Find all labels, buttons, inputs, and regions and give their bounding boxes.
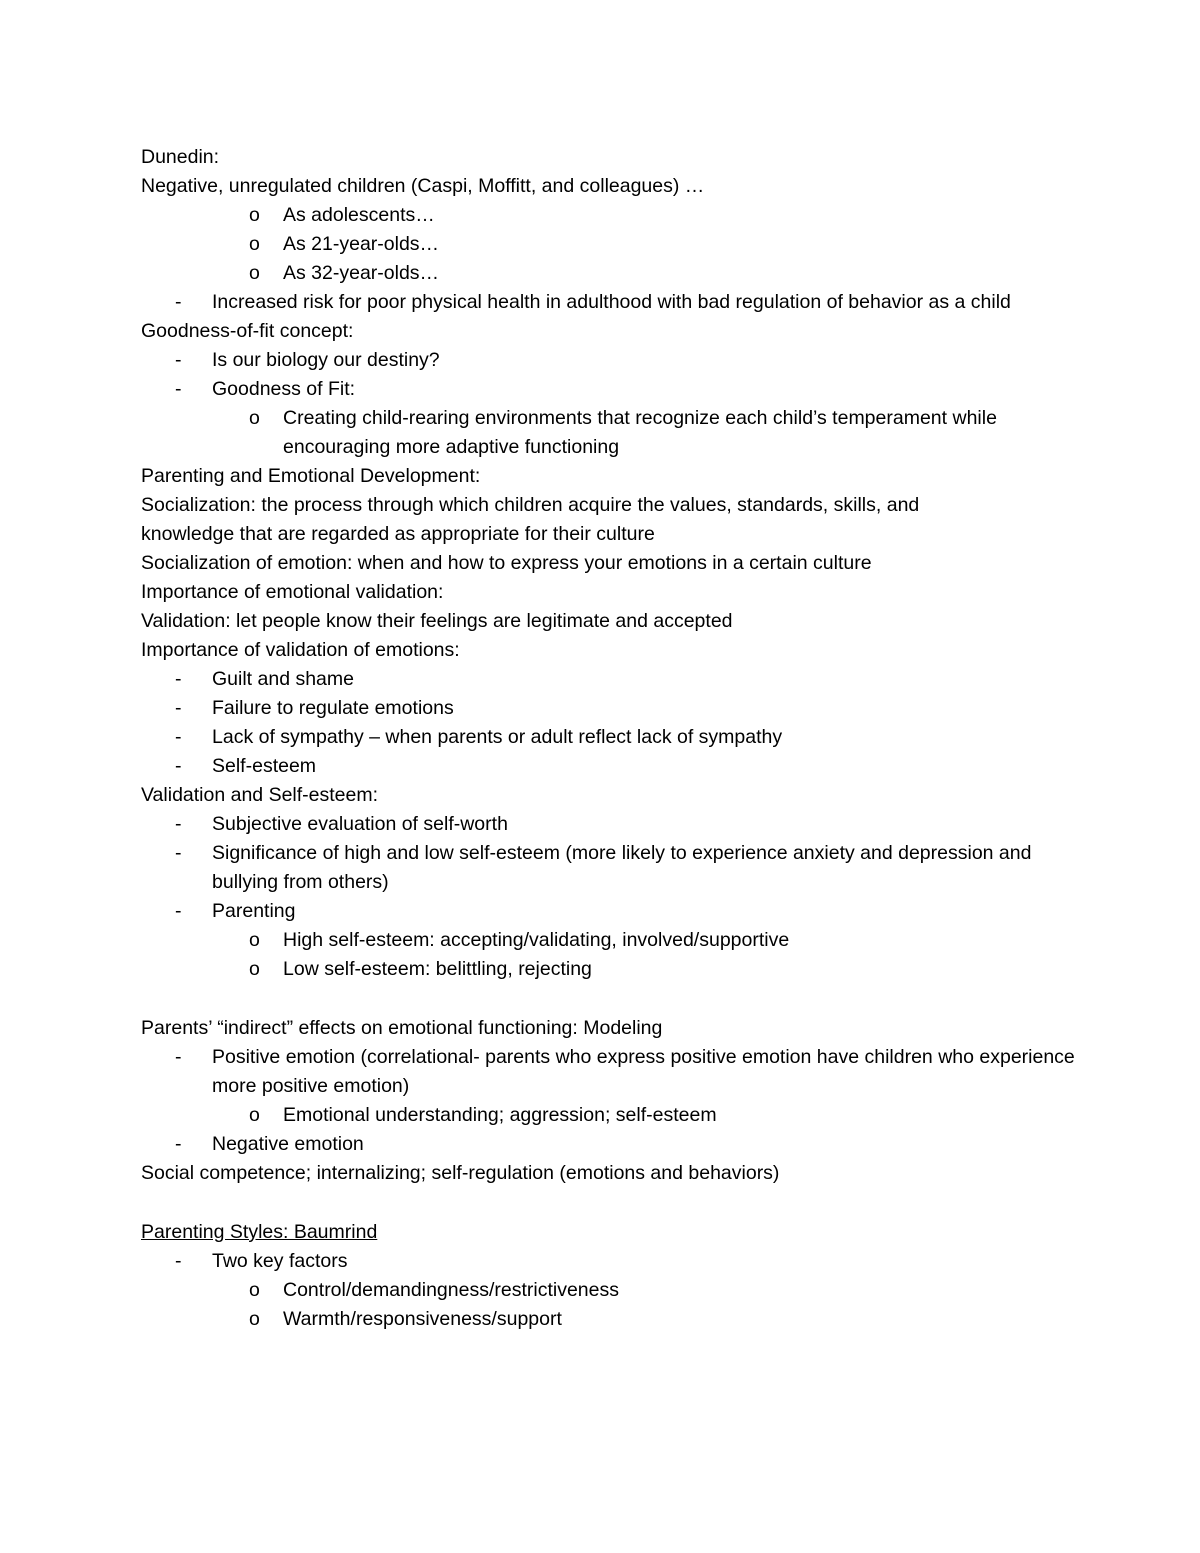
bullet-marker: o xyxy=(249,407,260,429)
blank-line xyxy=(141,1188,1101,1218)
heading-dunedin: Dunedin: xyxy=(141,146,220,168)
heading-indirect-effects: Parents’ “indirect” effects on emotional functioning: Modeling xyxy=(141,1017,663,1039)
bullet-marker: o xyxy=(249,1308,260,1330)
sub-bullet-item xyxy=(141,201,1101,230)
dash-marker: - xyxy=(175,726,182,748)
dash-marker: - xyxy=(175,1250,182,1272)
sub-bullet-text: As adolescents… xyxy=(283,204,435,226)
dash-text: Increased risk for poor physical health in adulthood with bad regulation of behavior as a child xyxy=(212,291,1011,313)
sub-bullet-item xyxy=(141,926,1101,955)
dash-item xyxy=(141,346,1101,375)
dash-item xyxy=(141,694,1101,723)
text-line: Validation: let people know their feelings are legitimate and accepted xyxy=(141,610,733,632)
dash-marker: - xyxy=(175,1046,182,1068)
dash-text: Guilt and shame xyxy=(212,668,354,690)
dash-item xyxy=(141,839,1042,897)
sub-bullet-text: Creating child-rearing environments that recognize each child’s temperament while encouraging more adaptive functioning xyxy=(283,407,997,458)
blank-line xyxy=(141,984,1101,1014)
dash-marker: - xyxy=(175,900,182,922)
bullet-marker: o xyxy=(249,929,260,951)
heading-parenting-styles: Parenting Styles: Baumrind xyxy=(141,1221,378,1243)
bullet-marker: o xyxy=(249,262,260,284)
dash-item xyxy=(141,810,1101,839)
heading-emotional-validation: Importance of emotional validation: xyxy=(141,581,444,603)
sub-bullet-item xyxy=(141,1276,1101,1305)
dash-item xyxy=(141,665,1101,694)
dash-item xyxy=(141,752,1101,781)
sub-bullet-text: Emotional understanding; aggression; self-esteem xyxy=(283,1104,717,1126)
sub-bullet-text: Control/demandingness/restrictiveness xyxy=(283,1279,619,1301)
dash-text: Positive emotion (correlational- parents who express positive emotion have children who experience more positive emotion) xyxy=(212,1046,1075,1097)
bullet-marker: o xyxy=(249,958,260,980)
dash-text: Goodness of Fit: xyxy=(212,378,356,400)
heading-parenting-emotional-development: Parenting and Emotional Development: xyxy=(141,465,481,487)
sub-bullet-item xyxy=(141,1305,1101,1334)
document-body xyxy=(141,143,1101,1334)
sub-bullet-item xyxy=(141,955,1101,984)
dash-text: Lack of sympathy – when parents or adult reflect lack of sympathy xyxy=(212,726,783,748)
dash-text: Negative emotion xyxy=(212,1133,364,1155)
dash-text: Parenting xyxy=(212,900,296,922)
dash-text: Failure to regulate emotions xyxy=(212,697,454,719)
dash-text: Self-esteem xyxy=(212,755,317,777)
sub-bullet-text: Low self-esteem: belittling, rejecting xyxy=(283,958,592,980)
dash-item xyxy=(141,1130,1101,1159)
text-line: Social competence; internalizing; self-regulation (emotions and behaviors) xyxy=(141,1162,780,1184)
dash-text: Two key factors xyxy=(212,1250,348,1272)
dash-marker: - xyxy=(175,755,182,777)
dash-marker: - xyxy=(175,378,182,400)
sub-bullet-item xyxy=(141,230,1101,259)
sub-bullet-item xyxy=(141,404,1043,462)
sub-bullet-text: Warmth/responsiveness/support xyxy=(283,1308,562,1330)
dash-item xyxy=(141,723,1101,752)
dash-marker: - xyxy=(175,668,182,690)
dash-marker: - xyxy=(175,697,182,719)
dash-item xyxy=(141,375,1101,404)
bullet-marker: o xyxy=(249,1279,260,1301)
dash-text: Significance of high and low self-esteem (more likely to experience anxiety and depression and bullying from others) xyxy=(212,842,1032,893)
dash-text: Is our biology our destiny? xyxy=(212,349,440,371)
sub-bullet-item xyxy=(141,259,1101,288)
dash-item xyxy=(141,1247,1101,1276)
text-line: Socialization: the process through which children acquire the values, standards, skills, and knowledge that are regarded as appropriate for their culture xyxy=(141,494,920,545)
heading-validation-self-esteem: Validation and Self-esteem: xyxy=(141,784,379,806)
dash-text: Subjective evaluation of self-worth xyxy=(212,813,508,835)
sub-bullet-text: As 21-year-olds… xyxy=(283,233,440,255)
sub-bullet-item xyxy=(141,1101,1101,1130)
sub-bullet-text: As 32-year-olds… xyxy=(283,262,440,284)
bullet-marker: o xyxy=(249,204,260,226)
text-line: Negative, unregulated children (Caspi, Moffitt, and colleagues) … xyxy=(141,175,705,197)
dash-item xyxy=(141,1043,1092,1101)
dash-marker: - xyxy=(175,842,182,864)
text-line: Socialization of emotion: when and how to express your emotions in a certain culture xyxy=(141,552,872,574)
sub-bullet-text: High self-esteem: accepting/validating, involved/supportive xyxy=(283,929,790,951)
heading-validation-of-emotions: Importance of validation of emotions: xyxy=(141,639,460,661)
bullet-marker: o xyxy=(249,233,260,255)
dash-item xyxy=(141,897,1101,926)
dash-marker: - xyxy=(175,1133,182,1155)
dash-marker: - xyxy=(175,291,182,313)
bullet-marker: o xyxy=(249,1104,260,1126)
dash-item xyxy=(141,288,1052,317)
dash-marker: - xyxy=(175,349,182,371)
dash-marker: - xyxy=(175,813,182,835)
heading-goodness-of-fit: Goodness-of-fit concept: xyxy=(141,320,354,342)
